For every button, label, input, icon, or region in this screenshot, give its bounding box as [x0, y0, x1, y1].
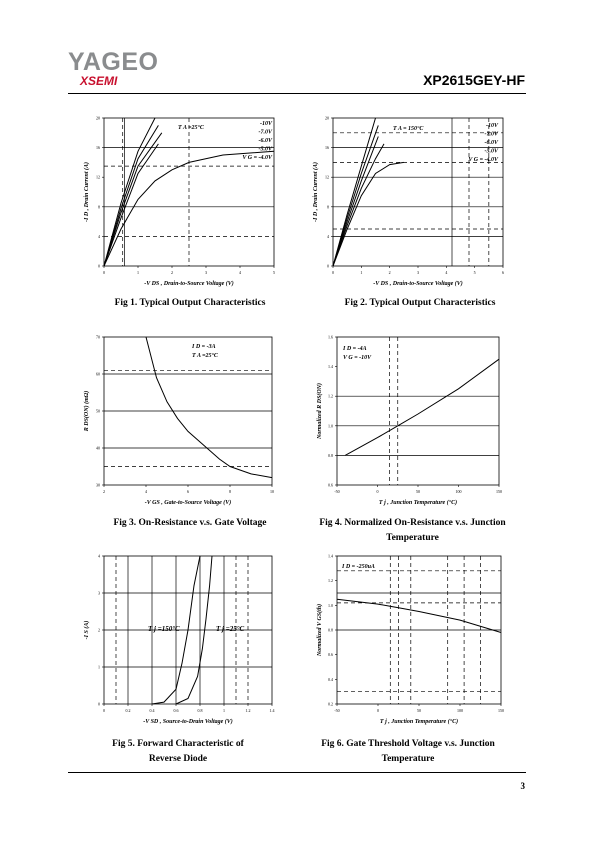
fig3-y-tick-label: 40	[96, 445, 100, 451]
fig2-y-axis-label: -I D , Drain Current (A)	[313, 161, 319, 223]
fig3-chart	[83, 335, 274, 507]
fig4-x-tick-label: 0	[376, 489, 379, 494]
fig5-x-tick-label: 0.2	[125, 708, 131, 713]
fig2-x-tick-label: 4	[445, 270, 448, 275]
fig1-legend-label: V G = -4.0V	[242, 155, 272, 161]
fig5-x-tick-label: 1.2	[245, 708, 251, 713]
fig4-series-line	[345, 359, 499, 455]
fig4-chart	[316, 335, 502, 507]
fig2-x-tick-label: 2	[388, 270, 391, 275]
fig1-y-tick-label: 0	[98, 263, 100, 269]
fig5-x-tick-label: 1	[223, 708, 225, 713]
fig1-x-tick-label: 1	[137, 270, 139, 275]
fig1-caption: Fig 1. Typical Output Characteristics	[114, 298, 266, 308]
fig2-annotation: T A = 150°C	[393, 126, 424, 132]
fig4-annotation: V G = -10V	[343, 355, 372, 361]
fig1-x-tick-label: 3	[205, 270, 207, 275]
fig5-x-axis-label: -V SD , Source-to-Drain Voltage (V)	[143, 719, 233, 725]
fig4-y-tick-label: 1.2	[328, 393, 333, 399]
fig2-plot-frame	[333, 118, 503, 266]
fig6-chart	[316, 554, 504, 726]
fig4-y-tick-label: 1.6	[328, 334, 333, 340]
fig5-x-tick-label: 1.4	[269, 708, 275, 713]
fig4-x-tick-label: 50	[416, 489, 420, 494]
fig6-y-tick-label: 0.6	[328, 652, 333, 658]
fig2-x-tick-label: 5	[473, 270, 476, 275]
fig5-y-tick-label: 3	[98, 590, 100, 596]
fig6-x-tick-label: 0	[377, 708, 379, 713]
fig3-annotation: T A =25°C	[192, 353, 218, 359]
fig2-y-tick-label: 0	[327, 263, 329, 269]
page-number: 3	[520, 781, 525, 791]
fig5-y-tick-label: 1	[98, 664, 100, 670]
fig3-x-axis-label: -V GS , Gate-to-Source Voltage (V)	[144, 500, 232, 506]
fig2-chart	[312, 116, 504, 288]
fig6-x-tick-label: -50	[334, 708, 340, 713]
fig3-x-tick-label: 6	[187, 489, 189, 494]
fig6-y-tick-label: 0.4	[328, 676, 333, 682]
fig2-y-tick-label: 12	[325, 174, 329, 180]
fig4-y-tick-label: 0.6	[328, 482, 333, 488]
fig1-legend-label: -7.0V	[258, 129, 272, 136]
fig4-x-axis-label: T j , Junction Temperature (°C)	[378, 500, 458, 506]
fig6-x-axis-label: T j , Junction Temperature (°C)	[379, 719, 459, 725]
fig6-x-tick-label: 150	[498, 708, 504, 713]
fig3-annotation: I D = -3A	[192, 344, 216, 350]
fig2-y-tick-label: 16	[325, 145, 329, 151]
fig5-x-tick-label: 0.8	[197, 708, 203, 713]
fig1-x-tick-label: 0	[103, 270, 105, 275]
fig1-x-tick-label: 2	[171, 270, 173, 275]
fig1-legend-label: -6.0V	[258, 138, 272, 144]
part-number: XP2615GEY-HF	[423, 72, 525, 88]
fig5-y-tick-label: 4	[98, 553, 100, 559]
fig6-series-line	[337, 599, 501, 632]
fig6-y-tick-label: 0.8	[328, 627, 333, 633]
fig1-x-axis-label: -V DS , Drain-to-Source Voltage (V)	[144, 281, 234, 287]
fig6-annotation: I D = -250uA	[342, 564, 375, 570]
fig3-y-tick-label: 60	[96, 371, 100, 377]
fig5-series-label: T j =150°C	[148, 625, 180, 633]
fig5-y-tick-label: 2	[98, 627, 100, 633]
logo-yageo-text: YAGEO	[68, 48, 159, 76]
fig5-y-tick-label: 0	[98, 701, 100, 707]
fig2-legend-label: -7.0V	[484, 131, 498, 138]
fig1-chart	[83, 116, 275, 288]
fig4-x-tick-label: 100	[455, 489, 462, 494]
fig1-y-axis-label: -I D , Drain Current (A)	[84, 161, 90, 223]
fig5-x-tick-label: 0.4	[149, 708, 155, 713]
fig4-caption: Fig 4. Normalized On-Resistance v.s. Junction Temperature	[319, 518, 506, 543]
fig2-x-tick-label: 0	[332, 270, 334, 275]
fig2-legend-label: V G = -4.0V	[468, 157, 498, 163]
fig2-y-tick-label: 4	[327, 233, 329, 239]
fig3-x-tick-label: 2	[103, 489, 105, 494]
fig2-x-tick-label: 6	[502, 270, 504, 275]
fig5-series-label: T j =25°C	[216, 625, 245, 633]
fig4-y-axis-label: Normalized R DS(ON)	[317, 382, 323, 440]
fig3-caption: Fig 3. On-Resistance v.s. Gate Voltage	[113, 518, 267, 528]
fig2-x-axis-label: -V DS , Drain-to-Source Voltage (V)	[373, 281, 463, 287]
fig6-y-tick-label: 1.0	[328, 602, 333, 608]
fig1-legend-label: -5.0V	[258, 146, 272, 153]
fig3-x-tick-label: 8	[229, 489, 231, 494]
fig3-y-tick-label: 30	[96, 482, 100, 488]
fig5-x-tick-label: 0.6	[173, 708, 179, 713]
fig4-y-tick-label: 1.0	[328, 423, 333, 429]
fig3-y-tick-label: 50	[96, 408, 100, 414]
fig4-y-tick-label: 1.4	[328, 364, 333, 370]
fig2-y-tick-label: 8	[327, 204, 329, 210]
fig4-x-tick-label: 150	[496, 489, 502, 494]
fig2-legend-label: -6.0V	[484, 140, 498, 146]
fig6-y-tick-label: 1.2	[328, 578, 333, 584]
fig4-x-tick-label: -50	[334, 489, 340, 494]
fig6-y-tick-label: 0.2	[328, 701, 333, 707]
fig2-legend-label: -5.0V	[484, 148, 498, 155]
fig4-annotation: I D = -4A	[343, 346, 367, 352]
fig2-series-line	[333, 162, 404, 266]
fig6-y-axis-label: Normalized V GS(th)	[317, 603, 323, 657]
fig5-caption: Fig 5. Forward Characteristic of Reverse Diode	[112, 739, 244, 764]
fig2-x-tick-label: 1	[360, 270, 363, 275]
fig2-y-tick-label: 20	[325, 115, 329, 121]
fig3-y-axis-label: R DS(ON) (mΩ)	[84, 390, 90, 432]
fig6-y-tick-label: 1.4	[328, 553, 333, 559]
fig5-chart	[83, 554, 275, 726]
fig1-y-tick-label: 20	[96, 115, 100, 121]
fig1-x-tick-label: 5	[273, 270, 275, 275]
logo-xsemi-text: XSEMI	[80, 74, 118, 88]
fig1-annotation: T A =25°C	[178, 125, 204, 131]
fig3-y-tick-label: 70	[96, 334, 100, 340]
fig1-y-tick-label: 4	[98, 233, 100, 239]
fig1-y-tick-label: 16	[96, 145, 100, 151]
fig2-x-tick-label: 3	[417, 270, 419, 275]
fig3-x-tick-label: 4	[145, 489, 147, 494]
fig5-y-axis-label: -I S (A)	[84, 620, 90, 640]
fig2-legend-label: -10V	[486, 123, 498, 129]
fig1-y-tick-label: 12	[96, 174, 100, 180]
fig4-y-tick-label: 0.8	[328, 452, 333, 458]
fig5-x-tick-label: 0	[103, 708, 105, 713]
fig1-x-tick-label: 4	[239, 270, 241, 275]
footer-divider	[68, 772, 526, 773]
fig1-legend-label: -10V	[260, 121, 272, 127]
fig3-x-tick-label: 10	[270, 489, 274, 494]
fig6-caption: Fig 6. Gate Threshold Voltage v.s. Junction Temperature	[321, 739, 495, 764]
fig1-y-tick-label: 8	[98, 204, 100, 210]
fig6-x-tick-label: 100	[457, 708, 463, 713]
fig1-series-line	[104, 125, 158, 266]
fig6-x-tick-label: 50	[417, 708, 421, 713]
fig2-caption: Fig 2. Typical Output Characteristics	[344, 298, 496, 308]
